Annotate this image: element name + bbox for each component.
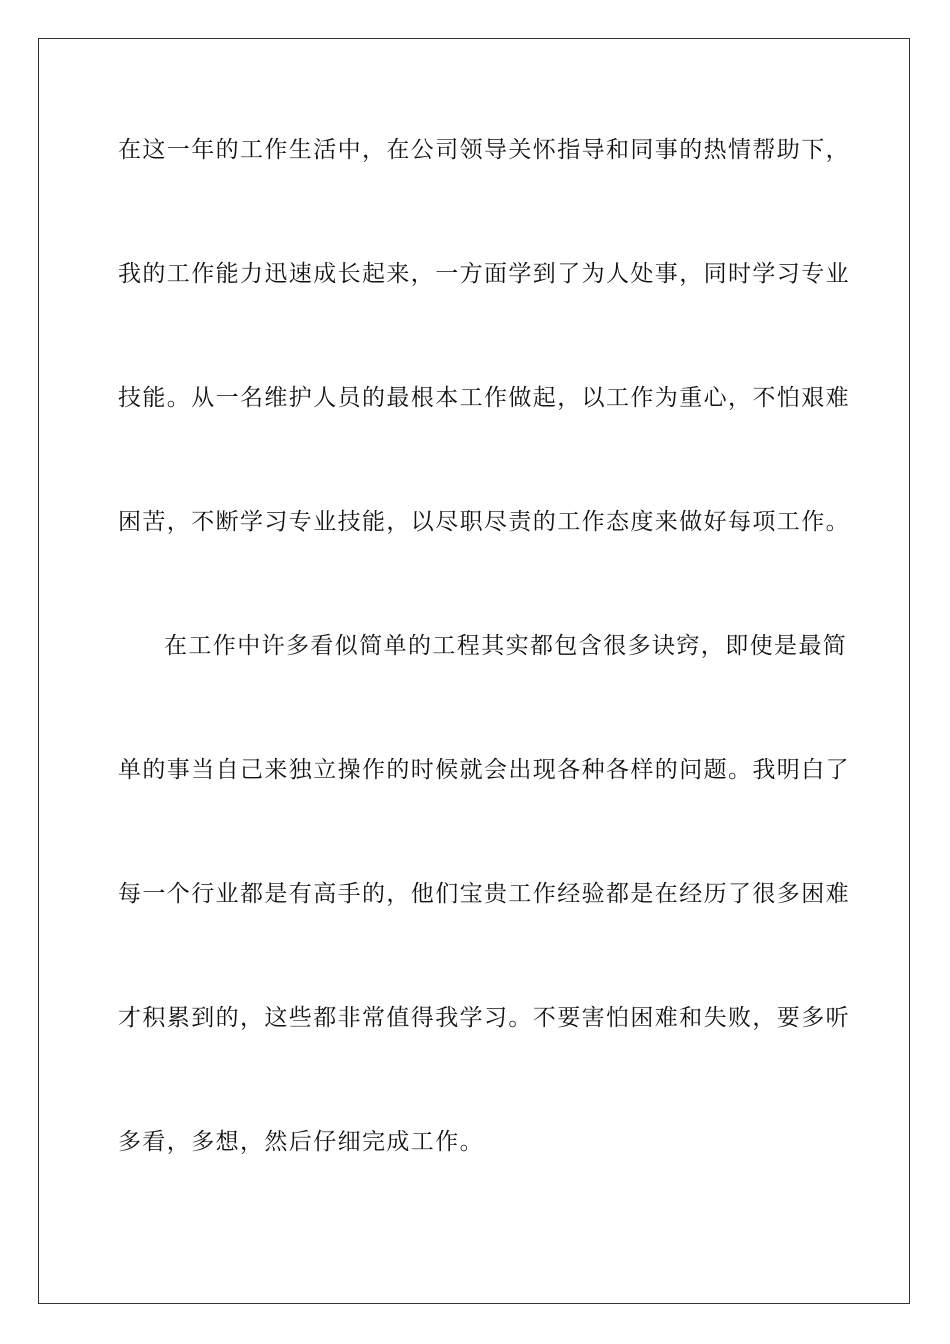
text-line: 才积累到的，这些都非常值得我学习。不要害怕困难和失败，要多听 <box>118 1005 850 1031</box>
text-line: 技能。从一名维护人员的最根本工作做起，以工作为重心，不怕艰难 <box>118 385 850 411</box>
text-line-last: 多看，多想，然后仔细完成工作。 <box>118 1129 484 1155</box>
text-line: 在这一年的工作生活中，在公司领导关怀指导和同事的热情帮助下， <box>118 137 850 163</box>
text-line: 单的事当自己来独立操作的时候就会出现各种各样的问题。我明白了 <box>118 757 850 783</box>
text-line: 每一个行业都是有高手的，他们宝贵工作经验都是在经历了很多困难 <box>118 881 850 907</box>
page-border <box>38 38 910 1304</box>
text-line: 我的工作能力迅速成长起来，一方面学到了为人处事，同时学习专业 <box>118 261 850 287</box>
text-line-indented: 在工作中许多看似简单的工程其实都包含很多诀窍，即使是最简 <box>164 633 848 659</box>
text-line: 困苦，不断学习专业技能，以尽职尽责的工作态度来做好每项工作。 <box>118 509 850 535</box>
